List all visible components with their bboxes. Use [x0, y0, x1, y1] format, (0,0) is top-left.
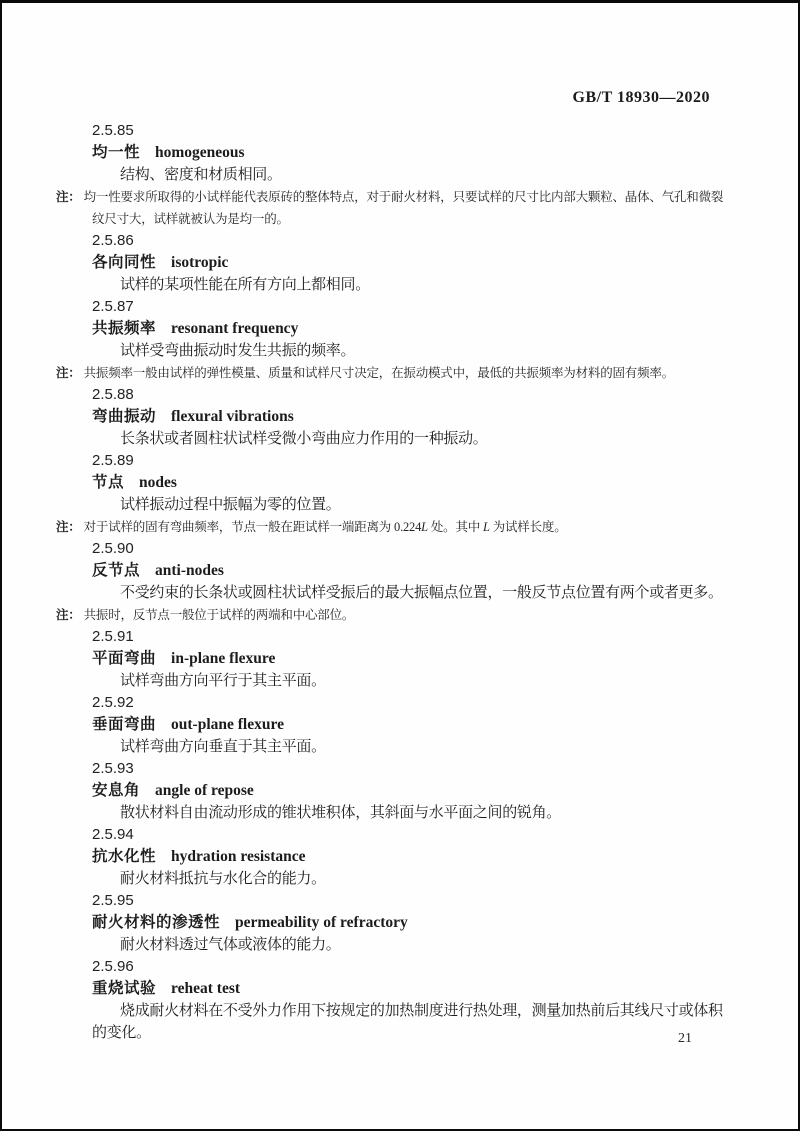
standard-code: GB/T 18930—2020	[572, 89, 710, 106]
term-definition: 长条状或者圆柱状试样受微小弯曲应力作用的一种振动。	[120, 431, 488, 447]
note-label: 注：	[56, 366, 81, 380]
note-text: 处。其中	[427, 520, 483, 534]
section-number: 2.5.92	[92, 694, 134, 711]
note-label: 注：	[56, 608, 81, 622]
term-section-2-5-94	[92, 824, 724, 890]
note-text: 共振频率一般由试样的弹性模量、质量和试样尺寸决定，在振动模式中，最低的共振频率为材料的固有频率。	[83, 366, 675, 380]
term-definition: 耐火材料抵抗与水化合的能力。	[120, 871, 326, 887]
term-section-2-5-93	[92, 758, 724, 824]
term-section-2-5-86	[92, 230, 724, 296]
term-line	[92, 472, 724, 494]
term-en: angle of repose	[155, 782, 254, 799]
note-text: 共振时，反节点一般位于试样的两端和中心部位。	[83, 608, 355, 622]
term-zh: 弯曲振动	[92, 408, 157, 425]
term-line	[92, 714, 724, 736]
term-zh: 各向同性	[92, 254, 157, 271]
term-definition: 试样的某项性能在所有方向上都相同。	[120, 277, 370, 293]
term-zh: 平面弯曲	[92, 650, 157, 667]
term-en: isotropic	[171, 254, 229, 271]
note-text: 对于试样的固有弯曲频率，节点一般在距试样一端距离为 0.224	[83, 520, 422, 534]
term-section-2-5-96	[92, 956, 724, 1044]
section-number: 2.5.95	[92, 892, 134, 909]
term-section-2-5-90	[56, 538, 724, 626]
term-definition: 散状材料自由流动形成的锥状堆积体，其斜面与水平面之间的锐角。	[120, 805, 562, 821]
term-zh: 均一性	[92, 144, 141, 161]
page-number: 21	[678, 1031, 692, 1046]
term-definition: 试样受弯曲振动时发生共振的频率。	[120, 343, 356, 359]
term-line	[92, 648, 724, 670]
variable-symbol: L	[421, 520, 428, 534]
term-zh: 共振频率	[92, 320, 157, 337]
term-line	[92, 560, 724, 582]
note-label: 注：	[56, 520, 81, 534]
term-line	[92, 142, 724, 164]
term-section-2-5-95	[92, 890, 724, 956]
section-number: 2.5.90	[92, 540, 134, 557]
term-line	[92, 318, 724, 340]
terminology-content	[56, 120, 724, 1044]
section-number: 2.5.85	[92, 122, 134, 139]
term-note	[56, 186, 724, 230]
term-zh: 反节点	[92, 562, 141, 579]
term-line	[92, 978, 724, 1000]
term-section-2-5-88	[92, 384, 724, 450]
term-definition: 不受约束的长条状或圆柱状试样受振后的最大振幅点位置，一般反节点位置有两个或者更多。	[120, 585, 723, 601]
term-line	[92, 780, 724, 802]
term-en: permeability of refractory	[235, 914, 408, 931]
term-line	[92, 846, 724, 868]
term-en: reheat test	[171, 980, 241, 997]
term-en: flexural vibrations	[171, 408, 294, 425]
term-section-2-5-91	[92, 626, 724, 692]
variable-symbol: L	[483, 520, 490, 534]
term-en: anti-nodes	[155, 562, 224, 579]
term-zh: 抗水化性	[92, 848, 157, 865]
term-note	[56, 604, 724, 626]
term-section-2-5-92	[92, 692, 724, 758]
term-zh: 重烧试验	[92, 980, 157, 997]
term-zh: 节点	[92, 474, 125, 491]
section-number: 2.5.93	[92, 760, 134, 777]
note-text: 为试样长度。	[489, 520, 567, 534]
term-zh: 耐火材料的渗透性	[92, 914, 221, 931]
section-number: 2.5.96	[92, 958, 134, 975]
term-note	[56, 516, 724, 538]
term-section-2-5-89	[56, 450, 724, 538]
term-definition: 结构、密度和材质相同。	[120, 167, 282, 183]
term-zh: 安息角	[92, 782, 141, 799]
section-number: 2.5.94	[92, 826, 134, 843]
term-note	[56, 362, 724, 384]
term-en: nodes	[139, 474, 177, 491]
term-en: resonant frequency	[171, 320, 299, 337]
term-zh: 垂面弯曲	[92, 716, 157, 733]
term-definition: 试样弯曲方向平行于其主平面。	[120, 673, 326, 689]
term-en: hydration resistance	[171, 848, 306, 865]
term-en: out-plane flexure	[171, 716, 284, 733]
section-number: 2.5.91	[92, 628, 134, 645]
term-definition: 试样振动过程中振幅为零的位置。	[120, 497, 341, 513]
note-text: 均一性要求所取得的小试样能代表原砖的整体特点，对于耐火材料，只要试样的尺寸比内部大颗粒、晶体、气孔和微裂纹尺寸大，试样就被认为是均一的。	[83, 190, 724, 226]
section-number: 2.5.89	[92, 452, 134, 469]
term-line	[92, 912, 724, 934]
term-section-2-5-85	[56, 120, 724, 230]
term-definition: 烧成耐火材料在不受外力作用下按规定的加热制度进行热处理，测量加热前后其线尺寸或体积的变化。	[92, 1003, 723, 1041]
term-definition: 试样弯曲方向垂直于其主平面。	[120, 739, 326, 755]
term-definition: 耐火材料透过气体或液体的能力。	[120, 937, 341, 953]
section-number: 2.5.86	[92, 232, 134, 249]
term-en: in-plane flexure	[171, 650, 276, 667]
term-line	[92, 252, 724, 274]
section-number: 2.5.88	[92, 386, 134, 403]
term-en: homogeneous	[155, 144, 245, 161]
term-section-2-5-87	[56, 296, 724, 384]
note-label: 注：	[56, 190, 81, 204]
section-number: 2.5.87	[92, 298, 134, 315]
term-line	[92, 406, 724, 428]
